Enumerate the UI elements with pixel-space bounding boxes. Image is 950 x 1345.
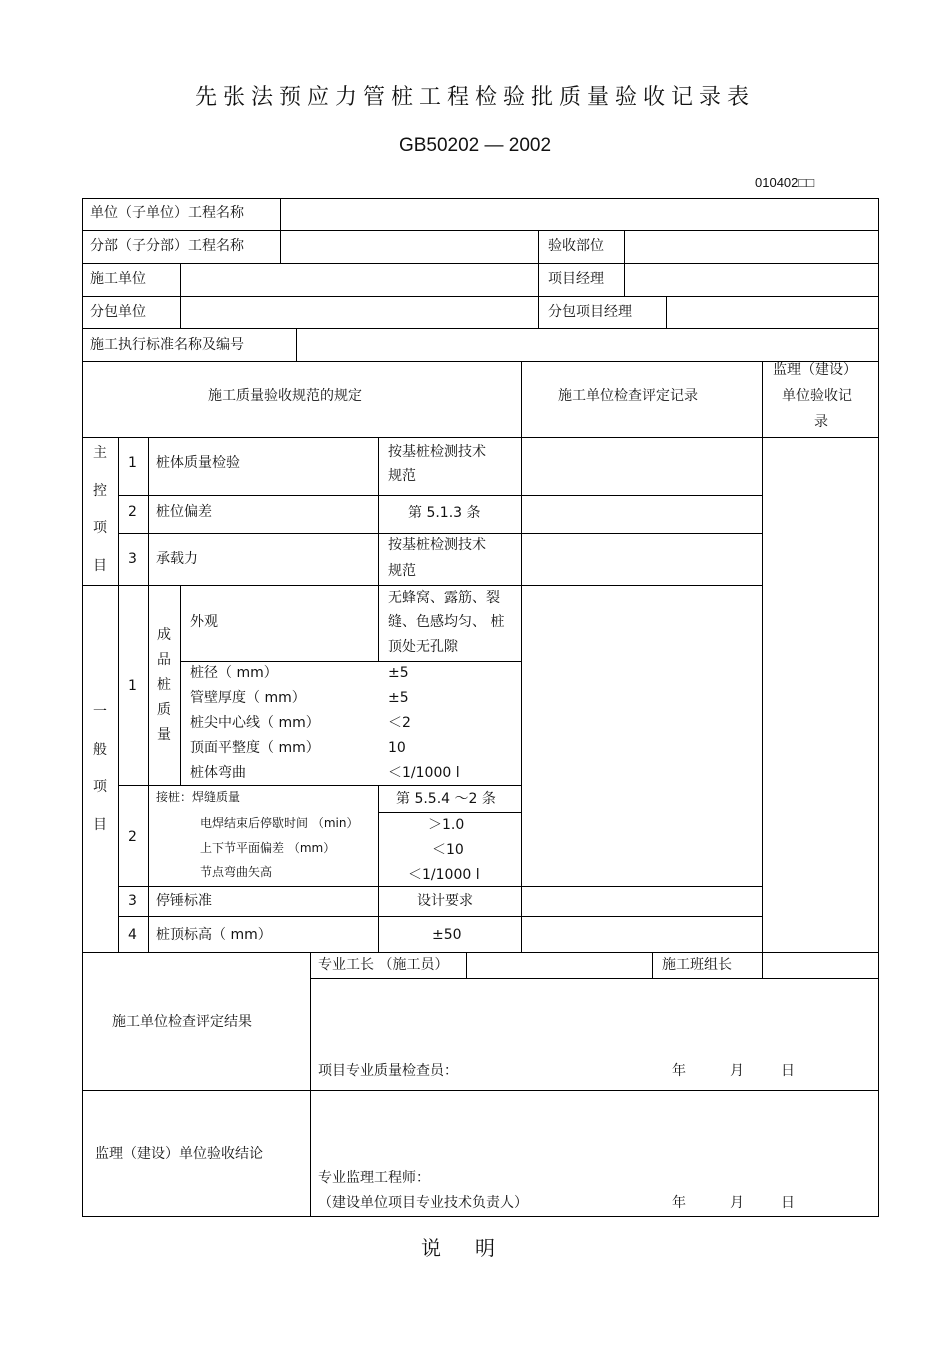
table-line (82, 296, 879, 297)
item-requirement: 设计要求 (417, 893, 473, 909)
item-number: 3 (128, 893, 137, 909)
appearance-requirement: 顶处无孔隙 (388, 639, 458, 655)
table-line (521, 361, 522, 952)
sub-item-name: 节点弯曲矢高 (200, 865, 273, 879)
weld-quality-label: 接桩：焊缝质量 (156, 790, 241, 804)
table-line (180, 661, 521, 662)
table-line (378, 812, 521, 813)
table-line (296, 328, 297, 361)
weld-quality-requirement: 第 5.5.4 ～2 条 (396, 791, 496, 807)
sub-item-requirement: 10 (388, 740, 406, 756)
item-name: 桩顶标高（ mm） (156, 927, 272, 943)
standard-label: 施工执行标准名称及编号 (90, 337, 244, 353)
general-items-label: 项 (93, 779, 107, 795)
sub-item-name: 电焊结束后停歇时间 （min） (200, 816, 359, 830)
table-line (82, 585, 762, 586)
supervision-header-line: 单位验收记 (782, 388, 852, 404)
table-line (82, 198, 83, 1217)
sub-item-name: 桩径（ mm） (190, 665, 278, 681)
sub-item-requirement: ±5 (388, 665, 409, 681)
item-number: 1 (128, 678, 137, 694)
general-items-label: 目 (93, 817, 107, 833)
check-record-header: 施工单位检查评定记录 (558, 388, 698, 404)
table-line (878, 198, 879, 1217)
table-line (82, 328, 879, 329)
construction-unit-label: 施工单位 (90, 271, 146, 287)
table-line (118, 533, 762, 534)
engineer-label: 专业监理工程师： (318, 1170, 430, 1186)
item-number: 1 (128, 455, 137, 471)
table-line (118, 916, 762, 917)
owner-rep-label: （建设单位项目专业技术负责人） (318, 1195, 528, 1211)
main-items-label: 目 (93, 558, 107, 574)
table-line (378, 585, 379, 661)
table-line (624, 230, 625, 296)
team-leader-label: 施工班组长 (662, 957, 732, 973)
table-line (762, 361, 763, 952)
conclusion-label: 监理（建设）单位验收结论 (95, 1146, 263, 1162)
item-number: 2 (128, 829, 137, 845)
foreman-label: 专业工长 （施工员） (318, 957, 449, 973)
date-month: 月 (730, 1195, 744, 1211)
main-items-label: 主 (93, 445, 107, 461)
form-code: 010402□□ (755, 175, 815, 190)
general-items-label: 般 (93, 742, 107, 758)
acceptance-part-label: 验收部位 (548, 238, 604, 254)
table-line (82, 1216, 879, 1217)
item-number: 4 (128, 927, 137, 943)
subcontract-unit-label: 分包单位 (90, 304, 146, 320)
table-line (82, 1090, 879, 1091)
table-line (652, 952, 653, 978)
item-requirement: 规范 (388, 563, 416, 579)
group-label: 量 (157, 727, 171, 743)
table-line (118, 495, 762, 496)
appearance-requirement: 缝、色感均匀、 桩 (388, 614, 505, 630)
group-label: 品 (157, 652, 171, 668)
item-name: 停锤标准 (156, 893, 212, 909)
sub-item-requirement: ＞1.0 (428, 817, 465, 833)
sub-project-label: 分部（子分部）工程名称 (90, 238, 244, 254)
item-requirement: 规范 (388, 468, 416, 484)
table-line (180, 263, 181, 328)
date-year: 年 (672, 1195, 686, 1211)
unit-project-label: 单位（子单位）工程名称 (90, 205, 244, 221)
item-requirement: 按基桩检测技术 (388, 444, 486, 460)
appearance-label: 外观 (190, 614, 218, 630)
inspector-label: 项目专业质量检查员： (318, 1063, 458, 1079)
table-line (82, 198, 879, 199)
group-label: 桩 (157, 677, 171, 693)
date-day: 日 (781, 1195, 795, 1211)
date-month: 月 (730, 1063, 744, 1079)
general-items-label: 一 (93, 704, 107, 720)
subcontract-manager-label: 分包项目经理 (548, 304, 632, 320)
form-title: 先张法预应力管桩工程检验批质量验收记录表 (194, 85, 755, 110)
explanation-heading: 说明 (421, 1236, 529, 1260)
date-day: 日 (781, 1063, 795, 1079)
project-manager-label: 项目经理 (548, 271, 604, 287)
table-line (118, 785, 521, 786)
table-line (82, 437, 879, 438)
item-number: 3 (128, 551, 137, 567)
table-line (180, 585, 181, 785)
sub-item-name: 管壁厚度（ mm） (190, 690, 306, 706)
table-line (466, 952, 467, 978)
table-line (762, 952, 763, 978)
sub-item-name: 顶面平整度（ mm） (190, 740, 320, 756)
table-line (118, 886, 762, 887)
sub-item-requirement: ＜10 (432, 842, 464, 858)
table-line (280, 198, 281, 263)
appearance-requirement: 无蜂窝、露筋、裂 (388, 590, 500, 606)
table-line (82, 361, 879, 362)
date-year: 年 (672, 1063, 686, 1079)
table-line (378, 437, 379, 586)
sub-item-name: 桩尖中心线（ mm） (190, 715, 320, 731)
sub-item-name: 上下节平面偏差 （mm） (200, 841, 336, 855)
main-items-label: 控 (93, 483, 107, 499)
table-line (310, 952, 311, 1217)
sub-item-requirement: ＜1/1000 l (388, 765, 460, 781)
table-line (310, 978, 879, 979)
standard-code: GB50202 — 2002 (398, 135, 552, 156)
table-line (538, 230, 539, 328)
item-name: 桩体质量检验 (156, 455, 240, 471)
item-name: 承载力 (156, 551, 198, 567)
item-requirement: 按基桩检测技术 (388, 537, 486, 553)
table-line (666, 296, 667, 328)
spec-header: 施工质量验收规范的规定 (208, 388, 362, 404)
sub-item-name: 桩体弯曲 (190, 765, 246, 781)
table-line (82, 263, 879, 264)
sub-item-requirement: ＜1/1000 l (408, 867, 480, 883)
item-number: 2 (128, 504, 137, 520)
table-line (378, 785, 379, 952)
supervision-header-line: 监理（建设） (773, 362, 857, 378)
sub-item-requirement: ±5 (388, 690, 409, 706)
group-label: 质 (157, 702, 171, 718)
table-line (148, 437, 149, 952)
item-requirement: ±50 (432, 927, 462, 943)
supervision-header-line: 录 (814, 414, 828, 430)
table-line (82, 230, 879, 231)
item-requirement: 第 5.1.3 条 (408, 505, 481, 521)
main-items-label: 项 (93, 520, 107, 536)
table-line (118, 437, 119, 952)
table-line (82, 952, 879, 953)
group-label: 成 (157, 627, 171, 643)
sub-item-requirement: ＜2 (388, 715, 411, 731)
item-name: 桩位偏差 (156, 504, 212, 520)
check-result-label: 施工单位检查评定结果 (112, 1014, 252, 1030)
